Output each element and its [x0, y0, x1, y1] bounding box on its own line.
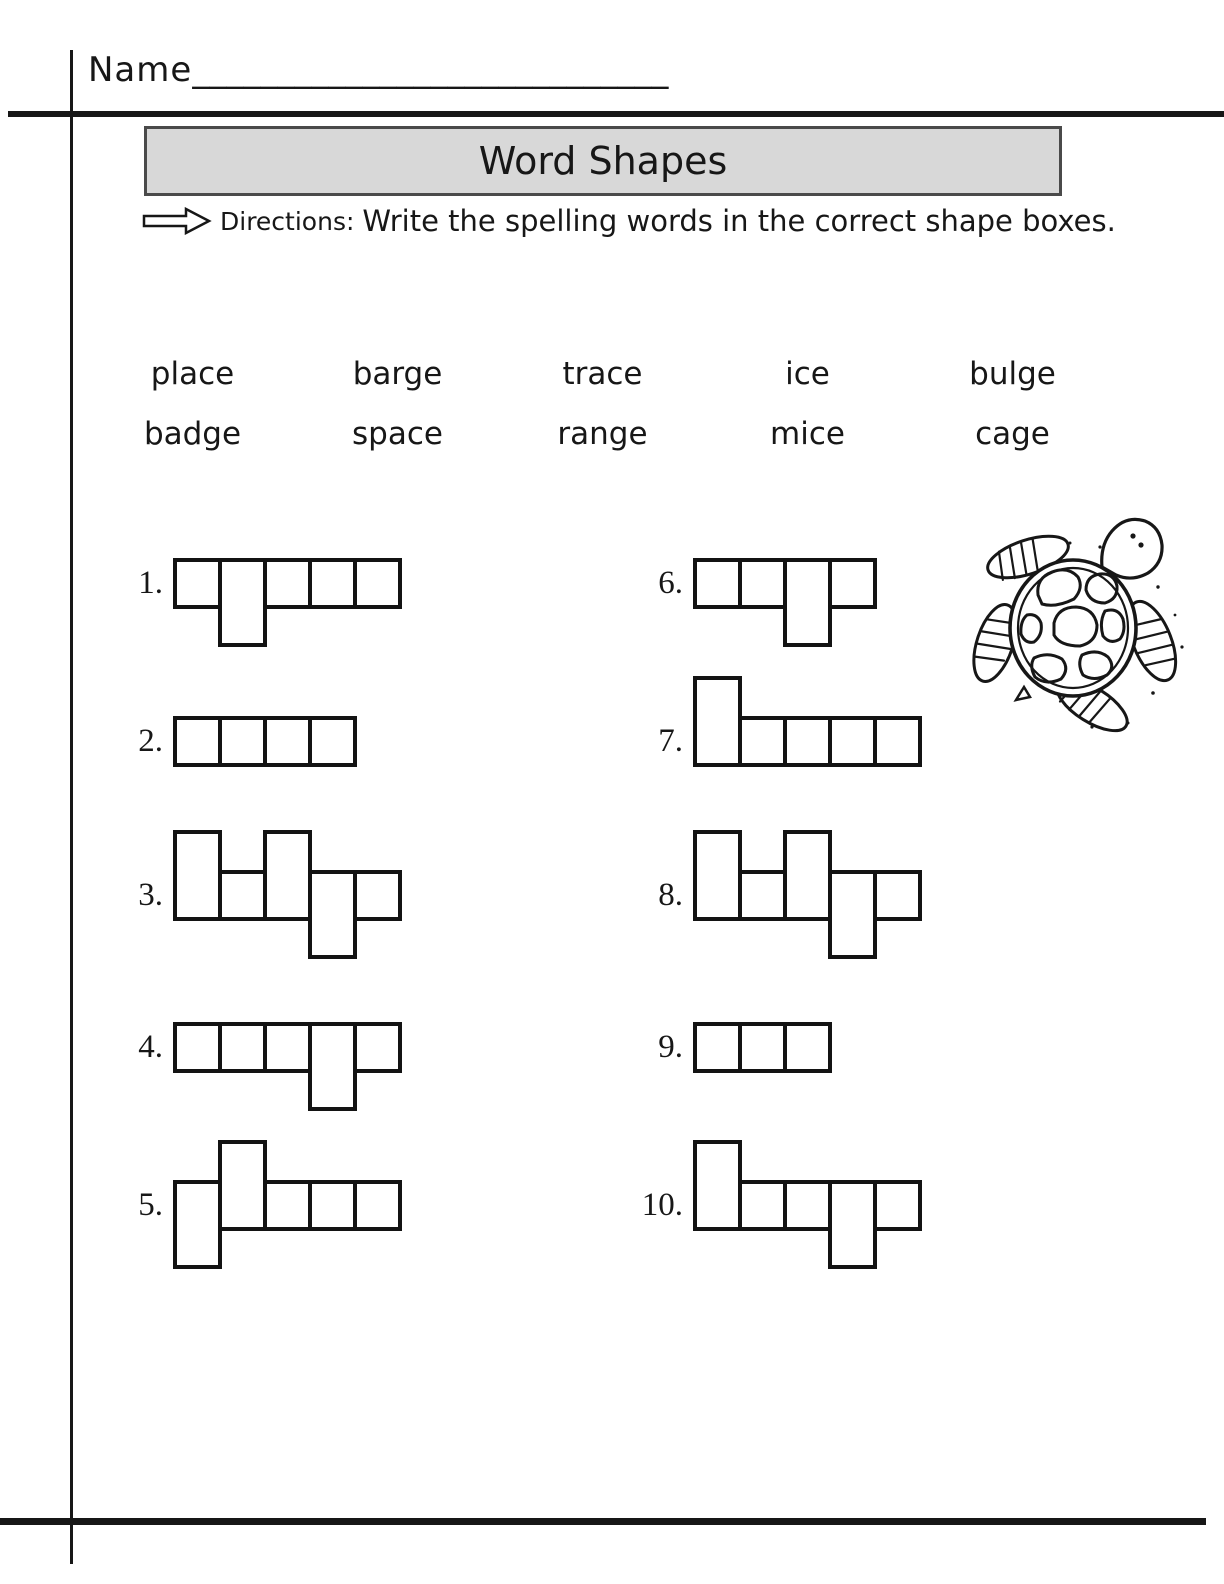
letter-box-mid[interactable] [173, 1022, 222, 1073]
letter-box-down[interactable] [308, 1022, 357, 1111]
word-bank-item: place [150, 356, 235, 392]
letter-box-mid[interactable] [783, 716, 832, 767]
puzzle-number: 1. [138, 565, 163, 601]
puzzle-4 [83, 982, 406, 1111]
letter-box-mid[interactable] [173, 716, 222, 767]
letter-box-mid[interactable] [263, 716, 312, 767]
word-bank-item: range [557, 416, 648, 452]
word-bank-item: barge [352, 356, 443, 392]
letter-box-mid[interactable] [353, 1022, 402, 1073]
letter-box-mid[interactable] [738, 1180, 787, 1231]
letter-box-down[interactable] [173, 1180, 222, 1269]
name-row [88, 50, 668, 90]
letter-box-mid[interactable] [738, 558, 787, 609]
letter-box-down[interactable] [828, 1180, 877, 1269]
page-title: Word Shapes [478, 139, 728, 183]
letter-box-mid[interactable] [828, 716, 877, 767]
turtle-illustration [950, 495, 1220, 735]
puzzle-number: 8. [658, 877, 683, 913]
word-bank-item: cage [975, 416, 1050, 452]
directions-label: Directions: [220, 206, 355, 236]
puzzle-2 [83, 676, 361, 805]
letter-box-down[interactable] [783, 558, 832, 647]
left-margin-rule [70, 50, 73, 1564]
word-bank-item: mice [770, 416, 845, 452]
letter-box-mid[interactable] [738, 716, 787, 767]
puzzle-number: 10. [641, 1187, 683, 1223]
puzzle-number: 6. [658, 565, 683, 601]
letter-box-mid[interactable] [173, 558, 222, 609]
word-bank-item: badge [143, 416, 242, 452]
letter-box-up[interactable] [173, 830, 222, 921]
arrow-right-icon [142, 207, 212, 235]
puzzle-number: 3. [138, 877, 163, 913]
puzzle-3 [83, 830, 406, 959]
letter-box-down[interactable] [218, 558, 267, 647]
puzzle-number: 9. [658, 1029, 683, 1065]
puzzle-1 [83, 518, 406, 647]
letter-box-mid[interactable] [783, 1022, 832, 1073]
word-bank [90, 352, 1115, 456]
puzzle-5 [83, 1140, 406, 1269]
letter-box-mid[interactable] [873, 870, 922, 921]
puzzle-9 [603, 982, 836, 1111]
name-label: Name [88, 50, 193, 90]
directions-row [142, 204, 1122, 238]
letter-box-mid[interactable] [353, 1180, 402, 1231]
letter-box-up[interactable] [263, 830, 312, 921]
letter-box-up[interactable] [693, 676, 742, 767]
letter-box-up[interactable] [693, 1140, 742, 1231]
name-input-line[interactable]: ____________________________ [192, 50, 669, 90]
letter-box-mid[interactable] [218, 870, 267, 921]
puzzle-number: 5. [138, 1187, 163, 1223]
puzzle-number: 2. [138, 723, 163, 759]
letter-box-mid[interactable] [783, 1180, 832, 1231]
letter-box-down[interactable] [828, 870, 877, 959]
letter-box-mid[interactable] [828, 558, 877, 609]
puzzle-8 [603, 830, 926, 959]
letter-box-mid[interactable] [353, 558, 402, 609]
letter-box-mid[interactable] [693, 558, 742, 609]
letter-box-up[interactable] [783, 830, 832, 921]
letter-box-mid[interactable] [308, 1180, 357, 1231]
letter-box-mid[interactable] [738, 870, 787, 921]
letter-box-up[interactable] [693, 830, 742, 921]
letter-box-mid[interactable] [263, 558, 312, 609]
letter-box-mid[interactable] [218, 1022, 267, 1073]
puzzle-number: 4. [138, 1029, 163, 1065]
letter-box-mid[interactable] [263, 1022, 312, 1073]
footer-divider-rule [0, 1518, 1206, 1525]
word-bank-item: space [352, 416, 443, 452]
letter-box-mid[interactable] [693, 1022, 742, 1073]
letter-box-mid[interactable] [218, 716, 267, 767]
letter-box-mid[interactable] [873, 716, 922, 767]
letter-box-mid[interactable] [308, 716, 357, 767]
letter-box-mid[interactable] [308, 558, 357, 609]
worksheet-title-banner [144, 126, 1062, 196]
word-bank-item: trace [562, 356, 643, 392]
letter-box-up[interactable] [218, 1140, 267, 1231]
letter-box-mid[interactable] [353, 870, 402, 921]
word-bank-item: bulge [969, 356, 1056, 392]
letter-box-down[interactable] [308, 870, 357, 959]
letter-box-mid[interactable] [738, 1022, 787, 1073]
puzzle-7 [603, 676, 926, 805]
puzzle-number: 7. [658, 723, 683, 759]
word-bank-item: ice [785, 356, 830, 392]
puzzle-6 [603, 518, 881, 647]
puzzle-10 [603, 1140, 926, 1269]
letter-box-mid[interactable] [263, 1180, 312, 1231]
header-divider-rule [8, 111, 1224, 117]
letter-box-mid[interactable] [873, 1180, 922, 1231]
directions-text: Write the spelling words in the correct shape boxes. [362, 204, 1116, 238]
